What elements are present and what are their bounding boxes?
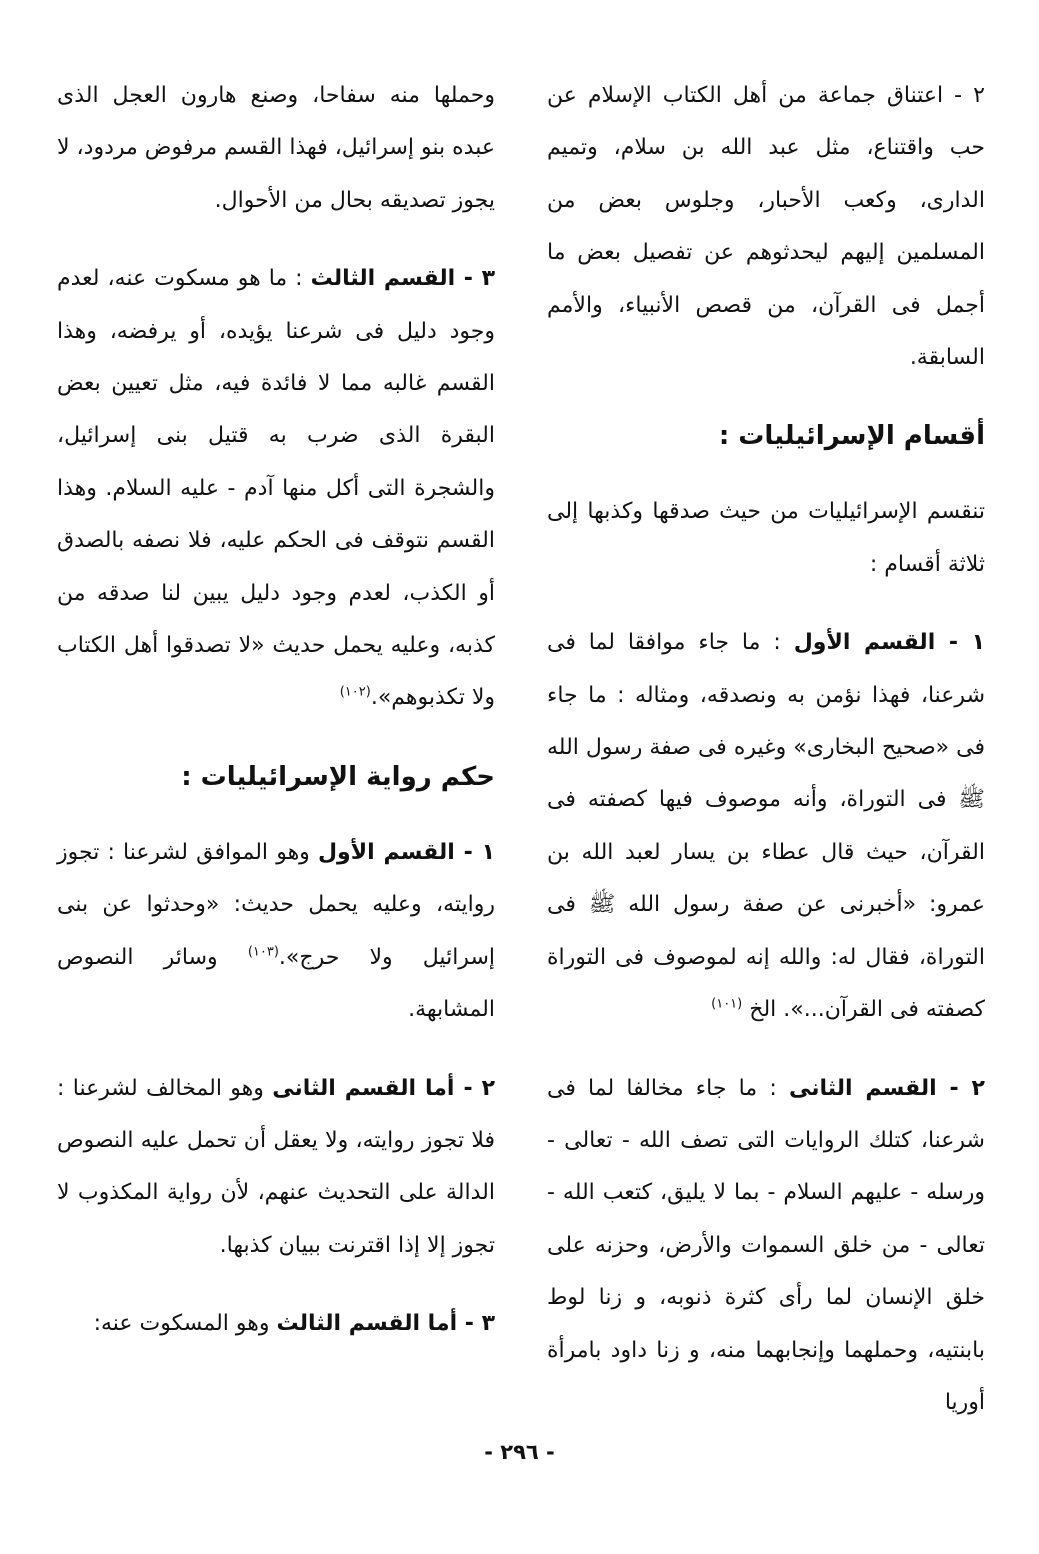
footnote-ref-101: (١٠١) [711, 996, 743, 1012]
continuation-paragraph: وحملها منه سفاحا، وصنع هارون العجل الذى عبده بنو إسرائيل، فهذا القسم مرفوض مردود، لا يجوز تصديقه بحال من الأحوال. [57, 83, 495, 213]
ruling-two-body: وهو المخالف لشرعنا : فلا تجوز روايته، ولا يعقل أن تحمل عليه النصوص الدالة على التحديث عنهم، لأن رواية المكذوب لا تجوز إلا إذا اقترنت ببيان كذبها. [57, 1075, 495, 1258]
category-one-paragraph [547, 617, 985, 1036]
category-three-paragraph [57, 253, 495, 725]
ruling-two-lead: ٢ - أما القسم الثانى [272, 1075, 496, 1101]
ruling-one-body: وهو الموافق لشرعنا : تجوز روايته، وعليه يحمل حديث: «وحدثوا عن بنى إسرائيل ولا حرج». [57, 839, 495, 970]
division-paragraph: تنقسم الإسرائيليات من حيث صدقها وكذبها إلى ثلاثة أقسام : [547, 499, 985, 577]
ruling-one-lead: ١ - القسم الأول [317, 839, 495, 865]
ruling-three-paragraph [57, 1298, 495, 1350]
section-heading-categories: أقسام الإسرائيليات : [718, 421, 985, 452]
intro-paragraph: ٢ - اعتناق جماعة من أهل الكتاب الإسلام عن حب واقتناع، مثل عبد الله بن سلام، وتميم الدارى، وكعب الأحبار، وجلوس بعض من المسلمين إليهم ليحدثوهم عن تفصيل بعض ما أجمل فى القرآن، من قصص الأنبياء، والأمم السابقة. [547, 83, 985, 371]
category-two-lead: ٢ - القسم الثانى [788, 1075, 985, 1101]
right-column [547, 70, 985, 1455]
ruling-three-body: وهو المسكوت عنه: [93, 1311, 277, 1337]
ruling-three-lead: ٣ - أما القسم الثالث [276, 1311, 495, 1337]
category-one-lead: ١ - القسم الأول [793, 630, 985, 656]
footnote-ref-102: (١٠٢) [339, 685, 371, 701]
category-two-paragraph [547, 1063, 985, 1430]
ruling-two-paragraph [57, 1063, 495, 1273]
ruling-one-paragraph [57, 827, 495, 1037]
footnote-ref-103: (١٠٣) [247, 944, 279, 960]
category-two-body: : ما جاء مخالفا لما فى شرعنا، كتلك الروايات التى تصف الله - تعالى - ورسله - عليهم السلام - بما لا يليق، كتعب الله - تعالى - من خلق السموات والأرض، وحزنه على خلق الإنسان لما رأى كثرة ذنوبه، و زنا لوط بابنتيه، وحملهما وإنجابهما منه، و زنا داود بامرأة أوريا [547, 1075, 985, 1415]
page-number: - ٢٩٦ - [484, 1440, 555, 1464]
category-three-lead: ٣ - القسم الثالث [310, 266, 495, 292]
ruling-one-body-end: وسائر النصوص المشابهة. [57, 944, 495, 1023]
category-three-body: : ما هو مسكوت عنه، لعدم وجود دليل فى شرعنا يؤيده، أو يرفضه، وهذا القسم غالبه مما لا فائدة فيه، مثل تعيين بعض البقرة الذى ضرب به قتيل بنى إسرائيل، والشجرة التى أكل منها آدم - عليه السلام. وهذا القسم نتوقف فى الحكم عليه، فلا نصفه بالصدق أو الكذب، لعدم وجود دليل يبين لنا صدقه من كذبه، وعليه يحمل حديث «لا تصدقوا أهل الكتاب ولا تكذبوهم». [57, 266, 495, 711]
left-column [57, 70, 495, 1377]
section-heading-ruling: حكم رواية الإسرائيليات : [181, 761, 495, 792]
category-one-body: : ما جاء موافقا لما فى شرعنا، فهذا نؤمن به ونصدقه، ومثاله : ما جاء فى «صحيح البخارى» وغيره فى صفة رسول الله ﷺ فى التوراة، وأنه موصوف فيها كصفته فى القرآن، حيث قال عطاء بن يسار لعبد الله بن عمرو: «أخبرنى عن صفة رسول الله ﷺ فى التوراة، فقال له: والله إنه لموصوف فى التوراة كصفته فى القرآن...». الخ [547, 630, 985, 1023]
